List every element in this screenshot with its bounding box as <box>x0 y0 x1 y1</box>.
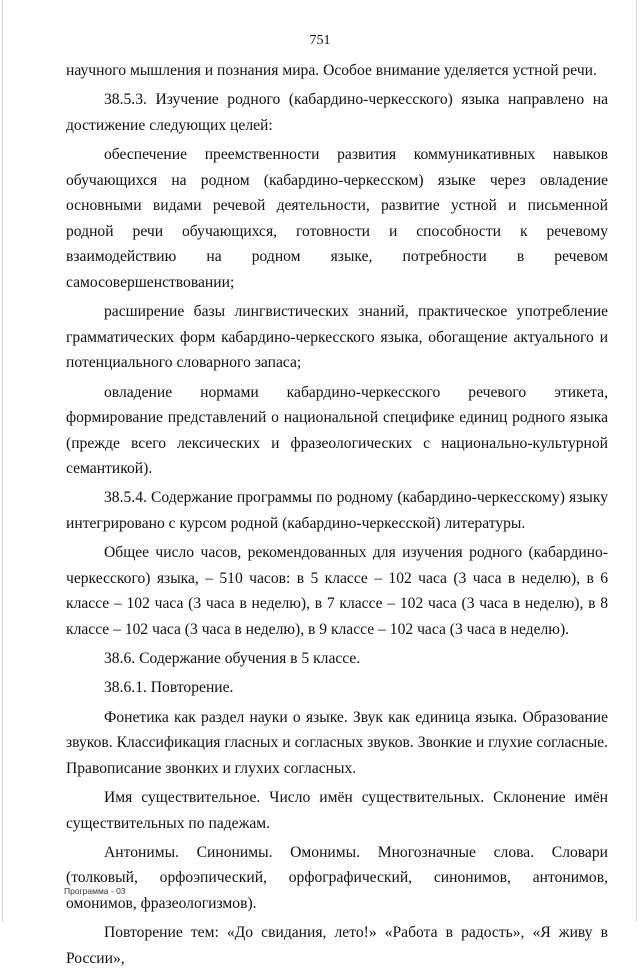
paragraph-38-5-3: 38.5.3. Изучение родного (кабардино-черкесского) языка направлено на достижение следующих целей: <box>66 91 608 134</box>
page-number: 751 <box>309 33 331 48</box>
right-scan-edge <box>636 0 637 922</box>
section-heading-38-6-1: 38.6.1. Повторение. <box>104 679 234 697</box>
footer-label: Программа - 03 <box>64 886 126 896</box>
paragraph-phonetics: Фонетика как раздел науки о языке. Звук как единица языка. Образование звуков. Классификация гласных и согласных звуков. Звонкие и глухие согласные. Правописание звонких и глухих согласных. <box>66 708 608 777</box>
paragraph-review-topics: Повторение тем: «До свидания, лето!» «Работа в радость», «Я живу в России», <box>66 924 608 967</box>
paragraph-hours: Общее число часов, рекомендованных для изучения родного (кабардино-черкесского) языка, – 510 часов: в 5 классе – 102 часа (3 часа в неделю), в 6 классе – 102 часа (3 часа в неделю), в 7 классе – 102 часа (3 часа в неделю), в 8 классе – 102 часа (3 часа в неделю), в 9 классе – 102 часа (3 часа в неделю). <box>66 544 608 639</box>
paragraph-38-5-4: 38.5.4. Содержание программы по родному (кабардино-черкесскому) языку интегрировано с курсом родной (кабардино-черкесской) литературы. <box>66 489 608 533</box>
paragraph-lexicon: Антонимы. Синонимы. Омонимы. Многозначные слова. Словари (толковый, орфоэпический, орфографический, синонимов, антонимов, омонимов, фразеологизмов). <box>66 843 608 912</box>
paragraph-noun: Имя существительное. Число имён существительных. Склонение имён существительных по падежам. <box>66 788 608 832</box>
paragraph-goal-3: овладение нормами кабардино-черкесского речевого этикета, формирование представлений о национальной специфике единиц родного языка (прежде всего лексических и фразеологических с национально-культурной семантикой). <box>66 383 608 478</box>
section-heading-38-6: 38.6. Содержание обучения в 5 классе. <box>104 650 361 668</box>
paragraph-goal-2: расширение базы лингвистических знаний, практическое употребление грамматических форм кабардино-черкесского языка, обогащение актуального и потенциального словарного запаса; <box>66 303 608 372</box>
paragraph-continuation: научного мышления и познания мира. Особое внимание уделяется устной речи. <box>66 62 597 79</box>
paragraph-goal-1: обеспечение преемственности развития коммуникативных навыков обучающихся на родном (кабардино-черкесском) языке через овладение основными видами речевой деятельности, развитие устной и письменной родной речи обучающихся, готовности и способности к речевому взаимодействию на родном языке, потребности в речевом самосовершенствовании; <box>66 145 608 291</box>
left-scan-edge <box>2 0 3 922</box>
body-text <box>66 58 608 971</box>
